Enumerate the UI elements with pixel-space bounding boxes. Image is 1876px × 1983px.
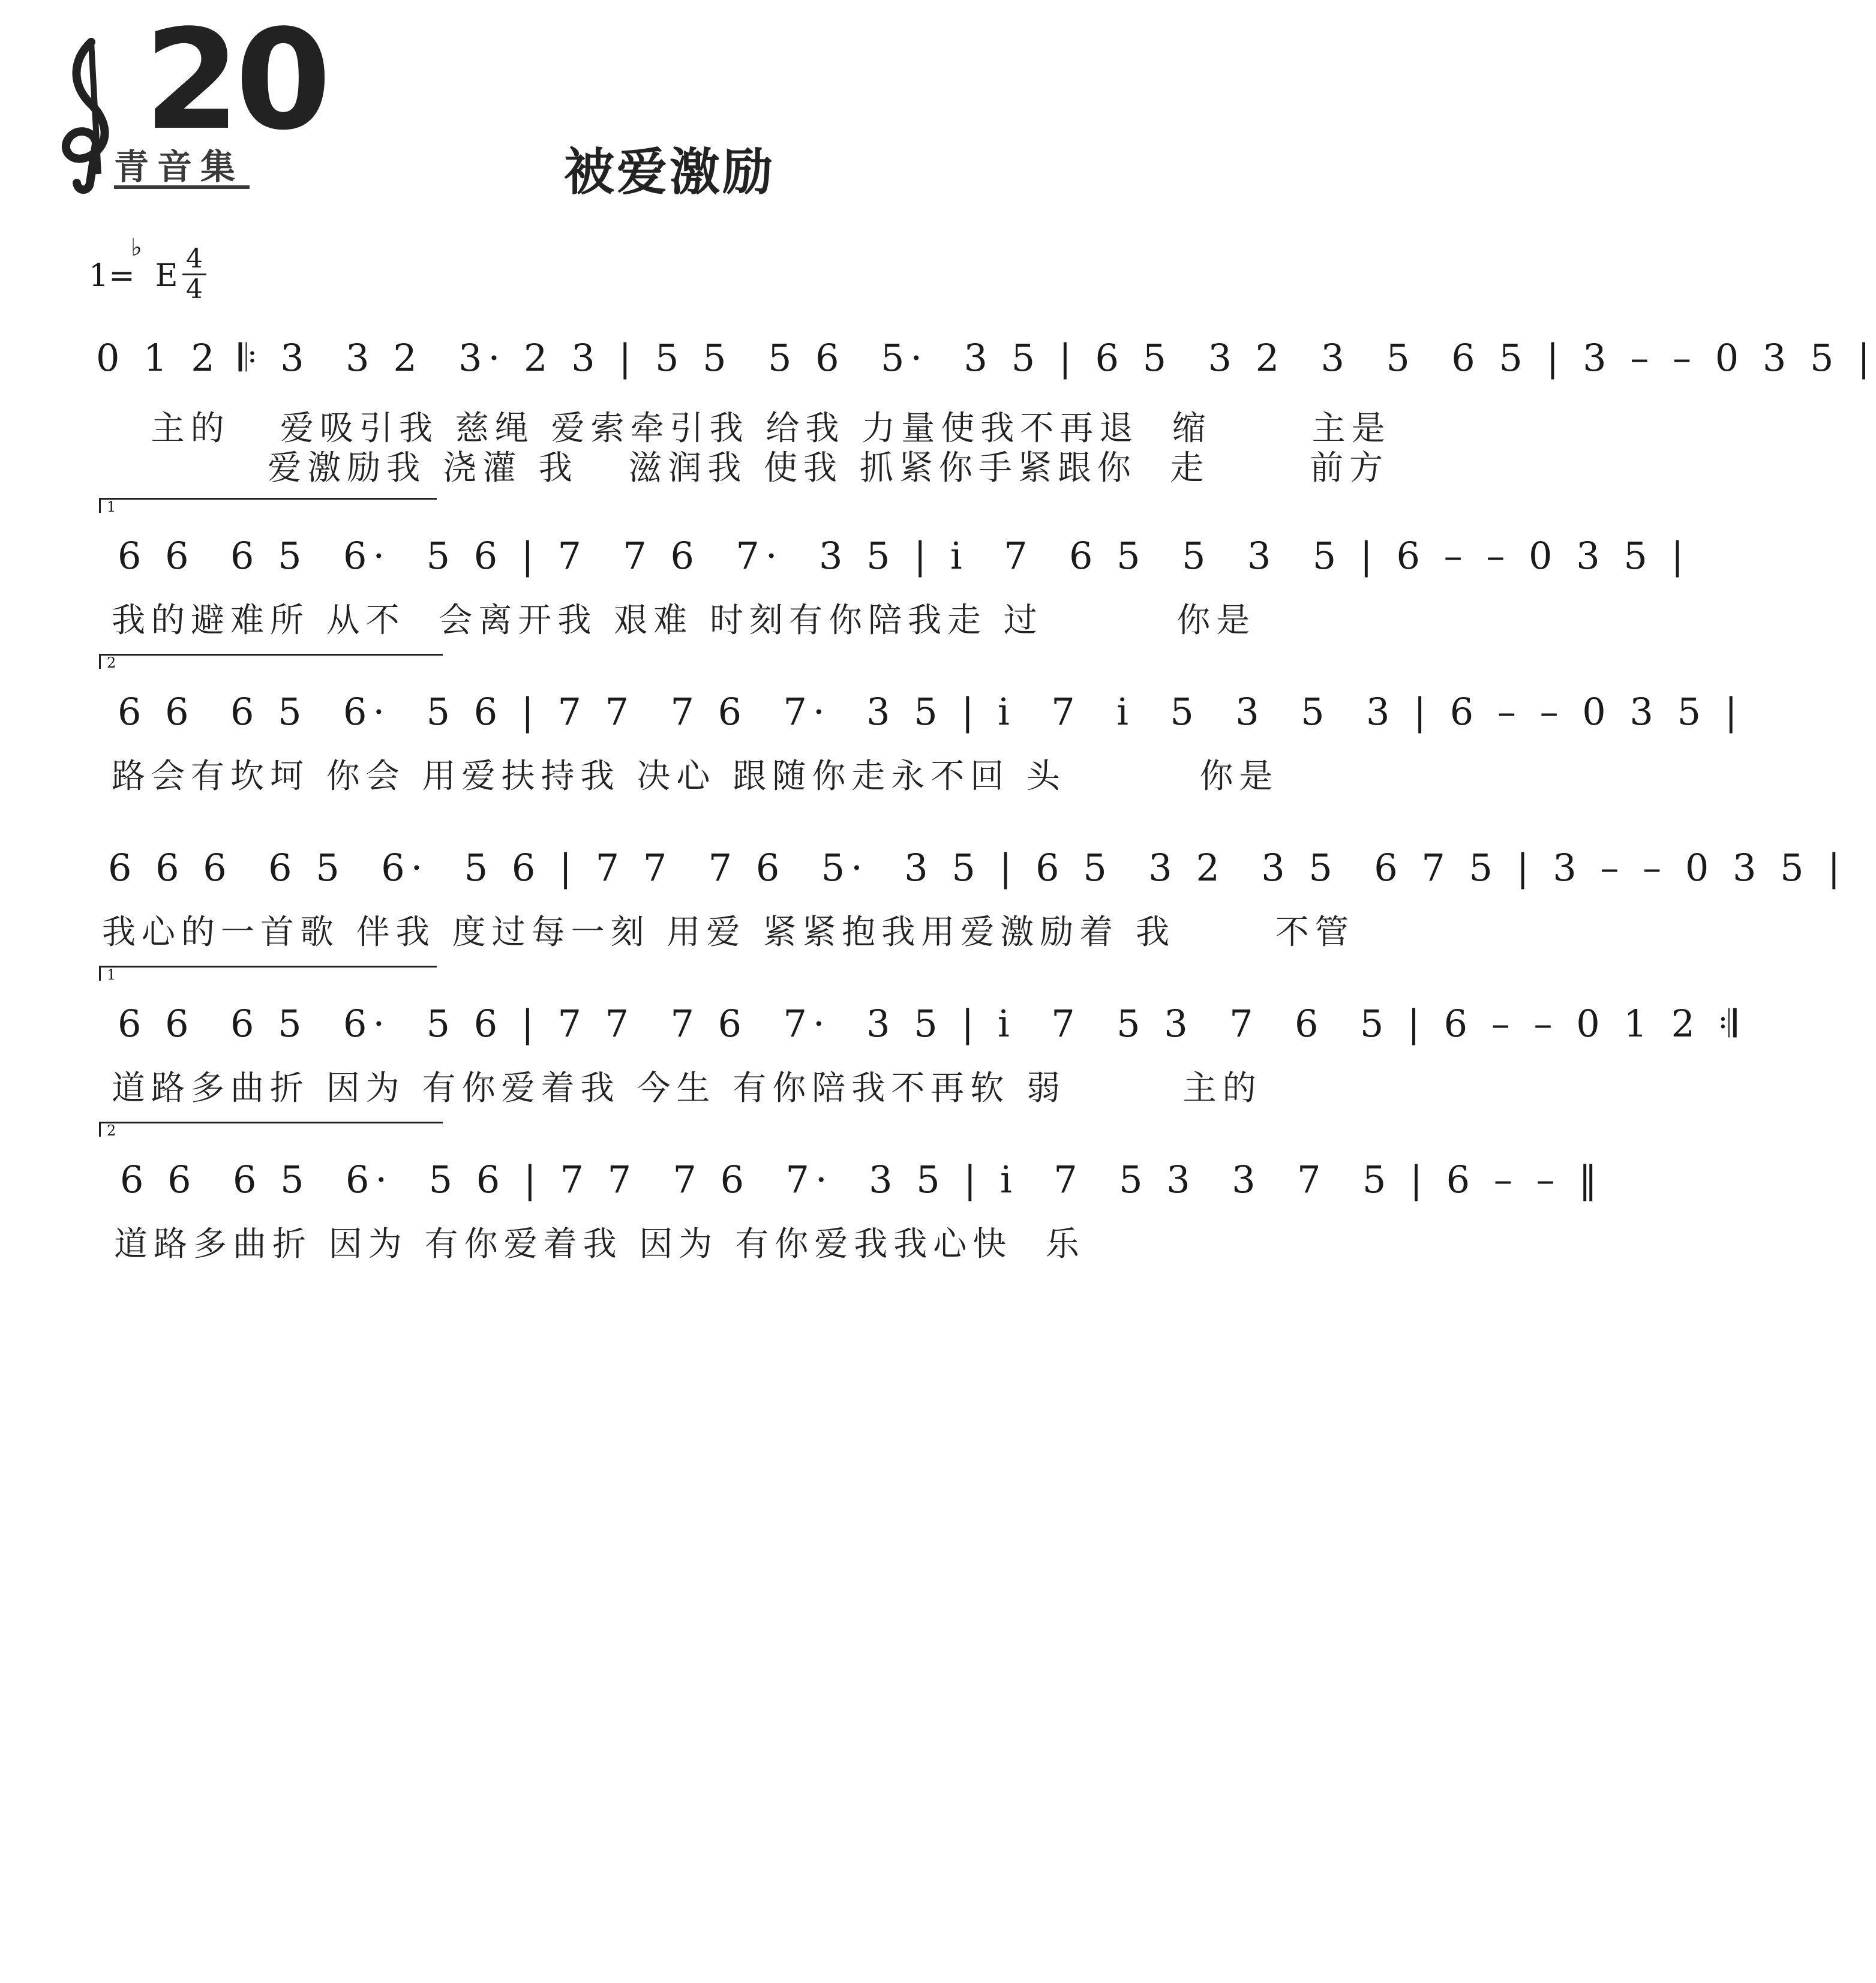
treble-clef-icon: [54, 36, 120, 192]
notes-line-6: 6 6 6 5 6· 5 6 | 7 7 7 6 7· 3 5 | i 7 5 3 3 7 5 | 6 – – ‖: [120, 1158, 1604, 1201]
key-signature: [89, 234, 178, 294]
volta-bracket-1: 1: [99, 498, 437, 513]
lyrics-line-4: 我心的一首歌 伴我 度过每一刻 用爱 紧紧抱我用爱激励着 我 不管: [102, 913, 1355, 952]
lyrics-line-2: 我的避难所 从不 会离开我 艰难 时刻有你陪我走 过 你是: [112, 601, 1256, 640]
song-title: 被爱激励: [564, 143, 776, 202]
logo: [54, 1, 327, 192]
lyrics-line-1-verse-1: 主的 爱吸引我 慈绳 爱索牵引我 给我 力量使我不再退 缩 主是: [118, 409, 1391, 448]
lyrics-line-1-verse-2: 爱激励我 浇灌 我 滋润我 使我 抓紧你手紧跟你 走 前方: [118, 449, 1389, 488]
lyrics-line-6: 道路多曲折 因为 有你爱着我 因为 有你爱我我心快 乐: [114, 1225, 1085, 1264]
notes-line-4: 6 6 6 6 5 6· 5 6 | 7 7 7 6 5· 3 5 | 6 5 3 2 3 5 6 7 5 | 3 – – 0 3 5 |: [108, 846, 1847, 890]
time-signature-bottom: 4: [186, 274, 203, 305]
notes-line-5: 6 6 6 5 6· 5 6 | 7 7 7 6 7· 3 5 | i 7 5 3 7 6 5 | 6 – – 0 1 2 𝄇: [118, 1002, 1743, 1045]
logo-subtitle: 青音集: [114, 149, 250, 189]
lyrics-line-5: 道路多曲折 因为 有你爱着我 今生 有你陪我不再软 弱 主的: [112, 1069, 1262, 1108]
lyrics-line-3: 路会有坎坷 你会 用爱扶持我 决心 跟随你走永不回 头 你是: [112, 757, 1279, 796]
logo-number: 20: [144, 1, 327, 161]
time-signature: [182, 246, 206, 303]
notes-line-3: 6 6 6 5 6· 5 6 | 7 7 7 6 7· 3 5 | i 7 i 5 3 5 3 | 6 – – 0 3 5 |: [118, 690, 1743, 734]
volta-bracket-4: 2: [99, 1122, 443, 1137]
key-prefix: 1=: [89, 258, 135, 294]
notes-line-2: 6 6 6 5 6· 5 6 | 7 7 6 7· 3 5 | i 7 6 5 5 3 5 | 6 – – 0 3 5 |: [118, 534, 1690, 578]
flat-symbol: ♭: [131, 234, 142, 262]
notes-line-1: 0 1 2 𝄆 3 3 2 3· 2 3 | 5 5 5 6 5· 3 5 | 6 5 3 2 3 5 6 5 | 3 – – 0 3 5 |: [96, 336, 1876, 380]
volta-bracket-3: 1: [99, 966, 437, 981]
volta-bracket-2: 2: [99, 654, 443, 669]
key-note: E: [155, 258, 178, 294]
time-signature-top: 4: [186, 244, 203, 274]
